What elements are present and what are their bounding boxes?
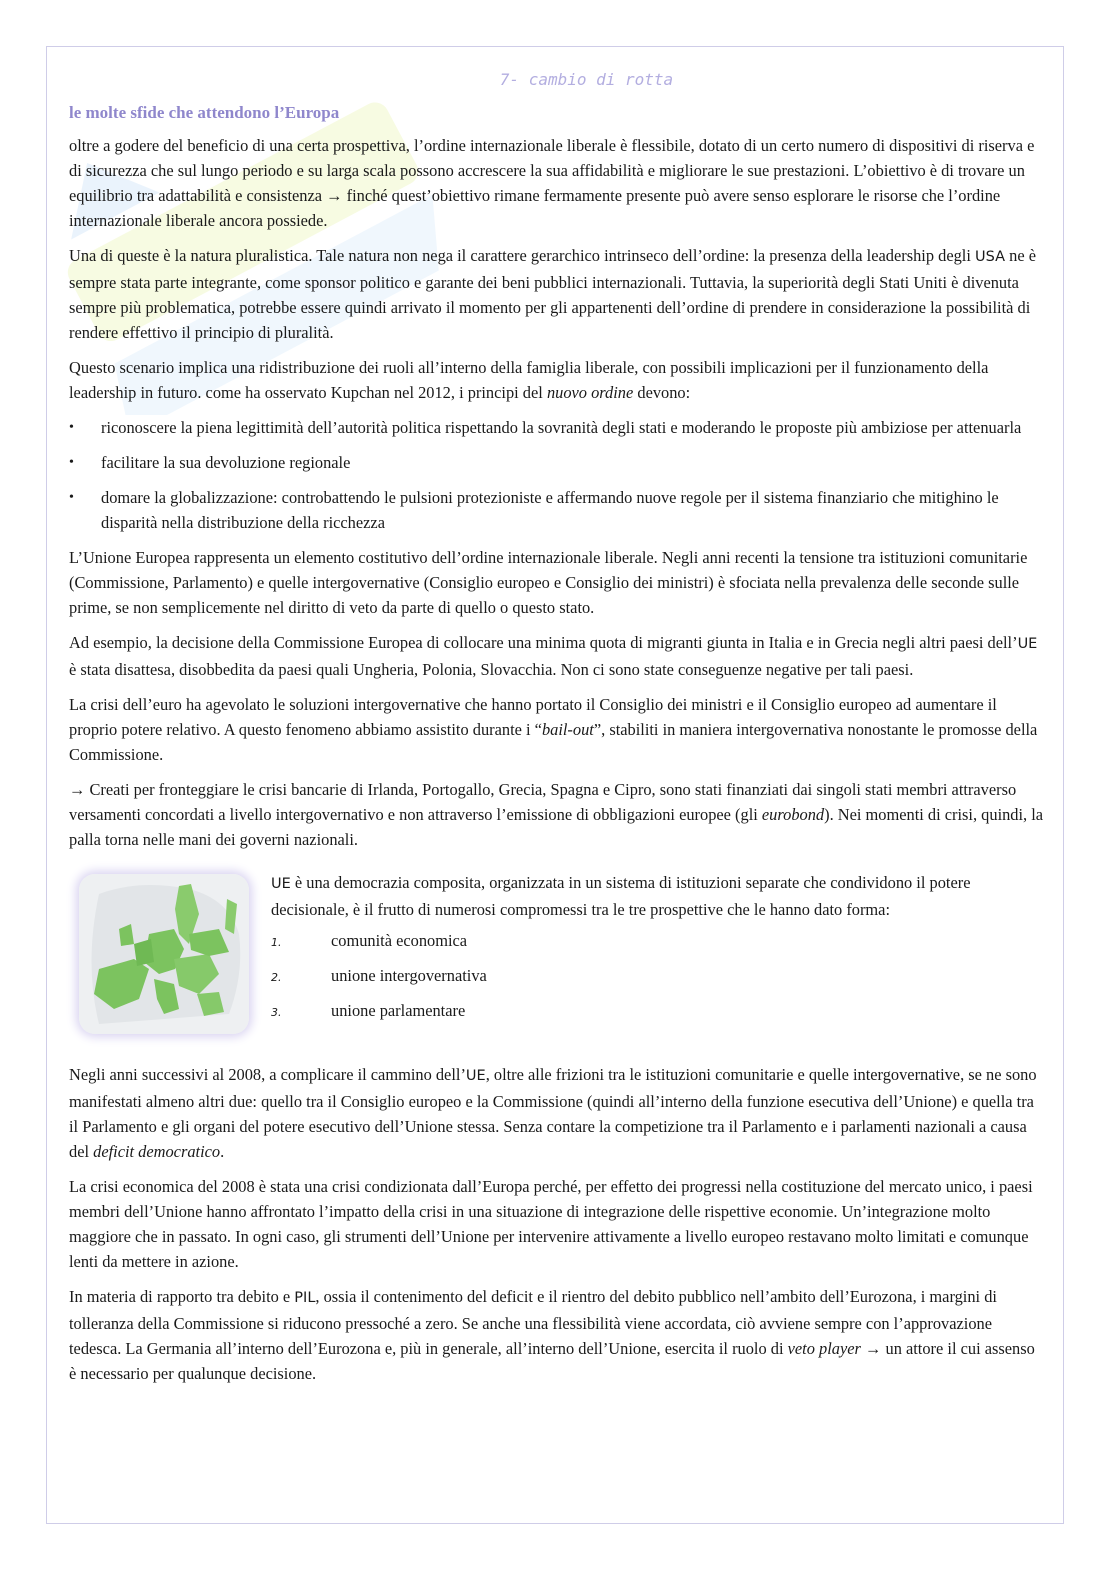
paragraph-8: Negli anni successivi al 2008, a complicare il cammino dell’UE, oltre alle frizioni tra le istituzioni comunitarie e quelle intergovernative, se ne sono manifestati almeno altri due: quello tra il Consiglio europeo e la Commissione (quindi all’interno della funzione esecutiva dell’Unione) e quella tra il Parlamento e gli organi del potere esecutivo dell’Unione stessa. Senza contare la competizione tra il Parlamento e i parlamenti nazionali a causa del deficit democratico. — [69, 1065, 1037, 1161]
paragraph-3: Questo scenario implica una ridistribuzione dei ruoli all’interno della famiglia liberale, con possibili implicazioni per il funzionamento della leadership in futuro. come ha osservato Kupchan nel 2012, i principi del nuovo ordine devono: — [69, 358, 989, 402]
list-item: • facilitare la sua devoluzione regionale — [69, 450, 1044, 475]
eu-description: UE è una democrazia composita, organizzata in un sistema di istituzioni separate che condividono il potere decisionale, è il frutto di numerosi compromessi tra le tre prospettive che le hanno dato forma: — [271, 873, 971, 919]
europe-map-icon — [79, 874, 249, 1034]
eu-figure-block — [69, 870, 1044, 1034]
section-title: le molte sfide che attendono l’Europa — [69, 103, 340, 122]
paragraph-6: La crisi dell’euro ha agevolato le soluzioni intergovernative che hanno portato il Consiglio dei ministri e il Consiglio europeo ad aumentare il proprio potere relativo. A questo fenomeno abbiamo assistito durante i “bail-out”, stabiliti in maniera intergovernativa nonostante le promosse della Commissione. — [69, 695, 1038, 764]
document-body — [69, 70, 1044, 1396]
perspectives-list — [271, 928, 1044, 1025]
principles-list — [69, 415, 1044, 535]
paragraph-1: oltre a godere del beneficio di una certa prospettiva, l’ordine internazionale liberale è flessibile, dotato di un certo numero di dispositivi di riserva e di sicurezza che sul lungo periodo e su larga scala possono accrescere la sua affidabilità e migliorare le sue prestazioni. L’obiettivo è di trovare un equilibrio tra adattabilità e consistenza → finché quest’obiettivo rimane fermamente presente può avere senso esplorare le risorse che l’ordine internazionale liberale ancora possiede. — [69, 136, 1035, 230]
paragraph-9: La crisi economica del 2008 è stata una crisi condizionata dall’Europa perché, per effetto dei progressi nella costituzione del mercato unico, i paesi membri dell’Unione hanno affrontato l’impatto della crisi in una situazione di integrazione delle rispettive economie. Un’integrazione molto maggiore che in passato. In ogni caso, gli strumenti dell’Unione per intervenire attivamente a livello europeo restavano molto limitati e comunque lenti da mettere in azione. — [69, 1177, 1033, 1271]
list-item: • riconoscere la piena legittimità dell’autorità politica rispettando la sovranità degli stati e moderando le proposte più ambiziose per attenuarla — [69, 415, 1044, 440]
paragraph-10: In materia di rapporto tra debito e PIL, ossia il contenimento del deficit e il rientro del debito pubblico nell’ambito dell’Eurozona, i margini di tolleranza della Commissione si riducono pressoché a zero. Se anche una flessibilità viene accordata, ciò avviene sempre con l’approvazione tedesca. La Germania all’interno dell’Eurozona e, più in generale, all’interno dell’Unione, esercita il ruolo di veto player → un attore il cui assenso è necessario per qualunque decisione. — [69, 1287, 1035, 1383]
paragraph-2: Una di queste è la natura pluralistica. Tale natura non nega il carattere gerarchico intrinseco dell’ordine: la presenza della leadership degli USA ne è sempre stata parte integrante, come sponsor politico e garante dei beni pubblici internazionali. Tuttavia, la superiorità degli Stati Uniti è divenuta sempre più problematica, potrebbe essere quindi arrivato il momento per gli appartenenti dell’ordine di prendere in considerazione la possibilità di rendere effettivo il principio di pluralità. — [69, 246, 1036, 342]
eu-figure-text — [271, 870, 1044, 1034]
chapter-header: 7- cambio di rotta — [499, 70, 674, 89]
list-item: 3. unione parlamentare — [271, 1001, 466, 1020]
paragraph-4: L’Unione Europea rappresenta un elemento costitutivo dell’ordine internazionale liberale. Negli anni recenti la tensione tra istituzioni comunitarie (Commissione, Parlamento) e quelle intergovernative (Consiglio europeo e Consiglio dei ministri) è sfociata nella prevalenza delle seconde sulle prime, se non semplicemente nel diritto di veto da parte di quello o questo stato. — [69, 548, 1028, 617]
list-item: 1. comunità economica — [271, 931, 468, 950]
eu-map-image — [79, 874, 249, 1034]
paragraph-5: Ad esempio, la decisione della Commissione Europea di collocare una minima quota di migranti giunta in Italia e in Grecia negli altri paesi dell’UE è stata disattesa, disobbedita da paesi quali Ungheria, Polonia, Slovacchia. Non ci sono state conseguenze negative per tali paesi. — [69, 633, 1038, 679]
paragraph-7: → Creati per fronteggiare le crisi bancarie di Irlanda, Portogallo, Grecia, Spagna e Cipro, sono stati finanziati dai singoli stati membri attraverso versamenti concordati a livello intergovernativo e non attraverso l’emissione di obbligazioni europee (gli eurobond). Nei momenti di crisi, quindi, la palla torna nelle mani dei governi nazionali. — [69, 780, 1044, 849]
list-item: • domare la globalizzazione: controbattendo le pulsioni protezioniste e affermando nuove regole per il sistema finanziario che mitighino le disparità nella distribuzione della ricchezza — [69, 485, 1044, 535]
list-item: 2. unione intergovernativa — [271, 966, 487, 985]
